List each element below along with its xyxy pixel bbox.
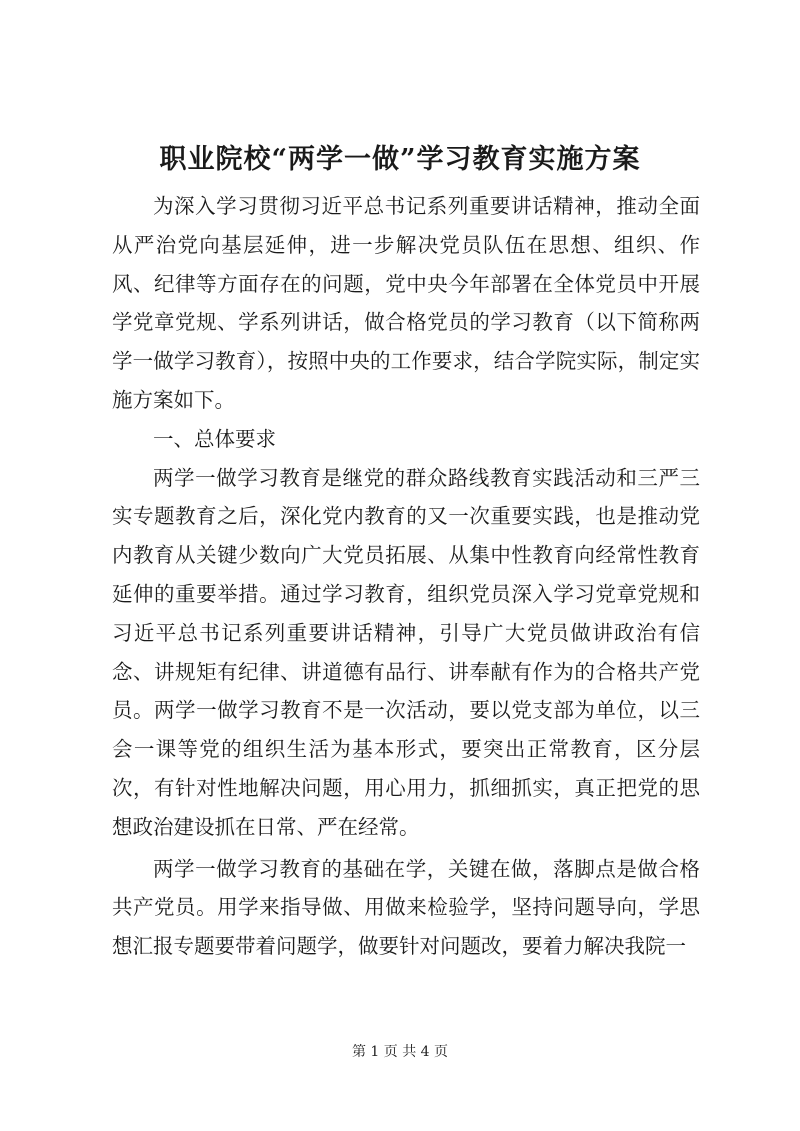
document-title: 职业院校“两学一做”学习教育实施方案 [159,144,641,175]
section-heading-general-requirements: 一、总体要求 [153,426,276,451]
page-footer: 第 1 页 共 4 页 [351,1044,449,1060]
paragraph-intro: 为深入学习贯彻习近平总书记系列重要讲话精神，推动全面从严治党向基层延伸，进一步解决党员队伍在思想、组织、作风、纪律等方面存在的问题，党中央今年部署在全体党员中开展学党章党规、学系列讲话，做合格党员的学习教育（以下简称两学一做学习教育），按照中央的工作要求，结合学院实际，制定实施方案如下。 [112,194,700,412]
paragraph-foundation: 两学一做学习教育的基础在学，关键在做，落脚点是做合格共产党员。用学来指导做、用做来检验学，坚持问题导向，学思想汇报专题要带着问题学，做要针对问题改，要着力解决我院一 [112,856,700,959]
document-body [112,187,700,966]
paragraph-general-requirements: 两学一做学习教育是继党的群众路线教育实践活动和三严三实专题教育之后，深化党内教育的又一次重要实践，也是推动党内教育从关键少数向广大党员拓展、从集中性教育向经常性教育延伸的重要举措。通过学习教育，组织党员深入学习党章党规和习近平总书记系列重要讲话精神，引导广大党员做讲政治有信念、讲规矩有纪律、讲道德有品行、讲奉献有作为的合格共产党员。两学一做学习教育不是一次活动，要以党支部为单位，以三会一课等党的组织生活为基本形式，要突出正常教育，区分层次，有针对性地解决问题，用心用力，抓细抓实，真正把党的思想政治建设抓在日常、严在经常。 [112,465,700,839]
